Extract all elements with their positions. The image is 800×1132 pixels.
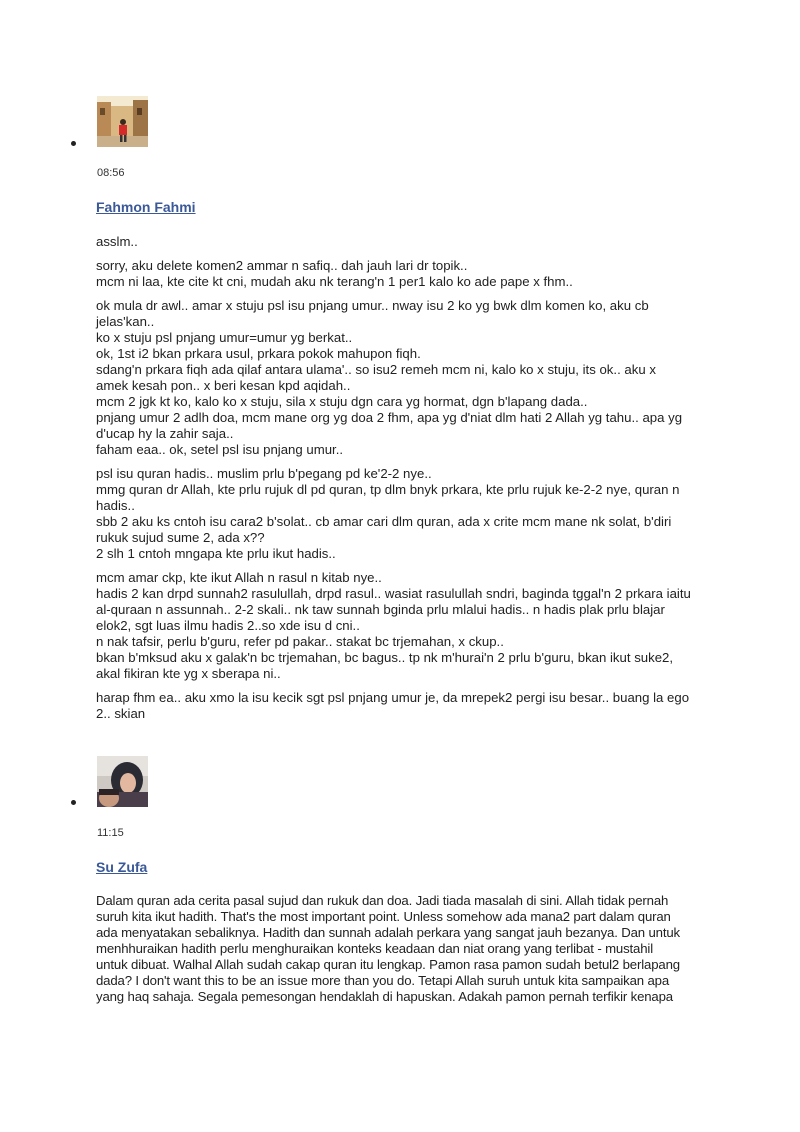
author-link[interactable]: Fahmon Fahmi	[96, 199, 196, 215]
text-line: mcm ni laa, kte cite kt cni, mudah aku nk terang'n 1 per1 kalo ko ade pape x fhm..	[96, 274, 573, 289]
comment-body	[96, 234, 716, 730]
text-line: sdang'n prkara fiqh ada qilaf antara ulama'.. so isu2 remeh mcm ni, kalo ko x stuju, its ok.. aku x	[96, 362, 656, 377]
text-line: hadis 2 kan drpd sunnah2 rasulullah, drpd rasul.. wasiat rasulullah sndri, baginda tggal'n 2 prkara iaitu	[96, 586, 691, 601]
comment-body	[96, 893, 716, 1013]
text-line: hadis..	[96, 498, 135, 513]
text-line: jelas'kan..	[96, 314, 155, 329]
list-bullet	[71, 800, 76, 805]
comment-paragraph	[96, 298, 716, 458]
text-line: 2 slh 1 cntoh mngapa kte prlu ikut hadis..	[96, 546, 336, 561]
text-line: akal fikiran kte yg x sberapa ni..	[96, 666, 281, 681]
text-line: menhhuraikan hadith perlu menghuraikan konteks keadaan dan niat orang yang terlibat - mustahil	[96, 941, 653, 956]
comment-timestamp: 11:15	[97, 827, 124, 839]
text-line: d'ucap hy la zahir saja..	[96, 426, 234, 441]
text-line: mcm 2 jgk kt ko, kalo ko x stuju, sila x stuju dgn cara yg hormat, dgn b'lapang dada..	[96, 394, 588, 409]
author-link[interactable]: Su Zufa	[96, 859, 148, 875]
text-line: faham eaa.. ok, setel psl isu pnjang umur..	[96, 442, 344, 457]
comment-paragraph	[96, 234, 716, 250]
avatar-photo	[97, 96, 148, 147]
text-line: harap fhm ea.. aku xmo la isu kecik sgt psl pnjang umur je, da mrepek2 pergi isu besar.. buang la ego	[96, 690, 690, 705]
text-line: ko x stuju psl pnjang umur=umur yg berkat..	[96, 330, 353, 345]
text-line: 2.. skian	[96, 706, 146, 721]
text-line: asslm..	[96, 234, 138, 249]
comment-paragraph	[96, 258, 716, 290]
text-line: amek kesah pon.. x beri kesan kpd aqidah..	[96, 378, 351, 393]
avatar[interactable]	[97, 756, 148, 807]
avatar[interactable]	[97, 96, 148, 147]
text-line: untuk dibuat. Walhal Allah sudah cakap quran itu lengkap. Pamon rasa pamon sudah betul2 berlapang	[96, 957, 680, 972]
text-line: ada menyatakan sebaliknya. Hadith dan sunnah adalah perkara yang sangat jauh bezanya. Dan untuk	[96, 925, 681, 940]
text-line: suruh kita ikut hadith. That's the most important point. Unless somehow ada mana2 part dalam quran	[96, 909, 671, 924]
text-line: mmg quran dr Allah, kte prlu rujuk dl pd quran, tp dlm bnyk prkara, kte prlu rujuk ke-2-2 nye, quran n	[96, 482, 680, 497]
comment-paragraph	[96, 570, 716, 682]
text-line: sorry, aku delete komen2 ammar n safiq.. dah jauh lari dr topik..	[96, 258, 468, 273]
text-line: dada? I don't want this to be an issue more than you do. Tetapi Allah suruh untuk kita sampaikan apa	[96, 973, 670, 988]
text-line: bkan b'mksud aku x galak'n bc trjemahan, bc bagus.. tp nk m'hurai'n 2 prlu b'guru, bkan ikut suke2,	[96, 650, 674, 665]
text-line: sbb 2 aku ks cntoh isu cara2 b'solat.. cb amar cari dlm quran, ada x crite mcm mane nk solat, b'diri	[96, 514, 672, 529]
list-bullet	[71, 141, 76, 146]
text-line: al-quraan n assunnah.. 2-2 skali.. nk taw sunnah bginda prlu mlalui hadis.. n hadis plak prlu blajar	[96, 602, 665, 617]
text-line: Dalam quran ada cerita pasal sujud dan rukuk dan doa. Jadi tiada masalah di sini. Allah tidak pernah	[96, 893, 669, 908]
comment-timestamp: 08:56	[97, 167, 125, 179]
text-line: elok2, sgt luas ilmu hadis 2..so xde isu d cni..	[96, 618, 360, 633]
text-line: ok mula dr awl.. amar x stuju psl isu pnjang umur.. nway isu 2 ko yg bwk dlm komen ko, aku cb	[96, 298, 649, 313]
text-line: ok, 1st i2 bkan prkara usul, prkara pokok mahupon fiqh.	[96, 346, 421, 361]
avatar-photo	[97, 756, 148, 807]
comment-paragraph	[96, 466, 716, 562]
text-line: n nak tafsir, perlu b'guru, refer pd pakar.. stakat bc trjemahan, x ckup..	[96, 634, 504, 649]
text-line: yang haq sahaja. Segala pemesongan hendaklah di hapuskan. Adakah pamon pernah terfikir kenapa	[96, 989, 673, 1004]
text-line: pnjang umur 2 adlh doa, mcm mane org yg doa 2 fhm, apa yg d'niat dlm hati 2 Allah yg tahu.. apa yg	[96, 410, 683, 425]
text-line: rukuk sujud sume 2, ada x??	[96, 530, 265, 545]
comment-paragraph	[96, 893, 716, 1005]
text-line: psl isu quran hadis.. muslim prlu b'pegang pd ke'2-2 nye..	[96, 466, 432, 481]
comment-paragraph	[96, 690, 716, 722]
text-line: mcm amar ckp, kte ikut Allah n rasul n kitab nye..	[96, 570, 382, 585]
